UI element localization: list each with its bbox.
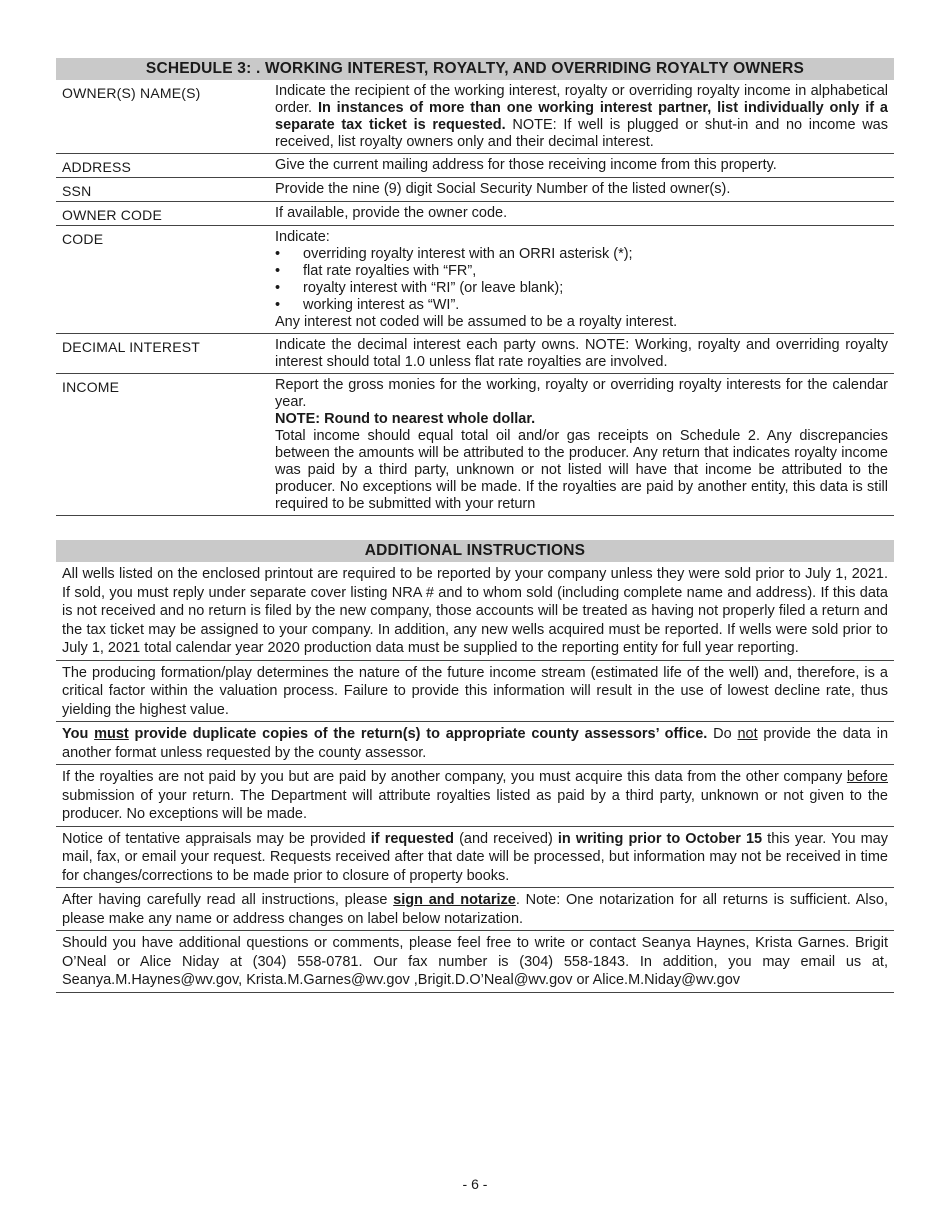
instruction-paragraph: You must provide duplicate copies of the return(s) to appropriate county assessors’ office. Do not provide the data in another format unless requested by the county assessor. xyxy=(56,722,894,765)
row-label: DECIMAL INTEREST xyxy=(62,339,201,355)
row-description: Provide the nine (9) digit Social Security Number of the listed owner(s). xyxy=(275,181,731,197)
list-item: • overriding royalty interest with an ORRI asterisk (*); xyxy=(275,246,888,263)
row-label: CODE xyxy=(62,231,104,247)
row-description xyxy=(275,229,894,331)
contact-paragraph: Should you have additional questions or comments, please feel free to write or contact Seanya Haynes, Krista Garnes. Brigit O’Neal or Alice Niday at (304) 558-0781. Our fax number is (304) 558-1843. In addition, you may email us at, Seanya.M.Haynes@wv.gov, Krista.M.Garnes@wv.gov ,Brigit.D.O’Neal@wv.gov or Alice.M.Niday@wv.gov xyxy=(56,931,894,993)
code-list xyxy=(275,246,888,314)
row-description: Give the current mailing address for those receiving income from this property. xyxy=(275,157,777,173)
document-page xyxy=(56,58,894,993)
row-label: INCOME xyxy=(62,379,120,395)
instruction-paragraph: After having carefully read all instructions, please sign and notarize. Note: One notarization for all returns is sufficient. Also, please make any name or address changes on label below notarization. xyxy=(56,888,894,931)
row-label: SSN xyxy=(62,183,92,199)
row-income xyxy=(56,374,894,516)
instruction-paragraph: All wells listed on the enclosed printout are required to be reported by your company unless they were sold prior to July 1, 2021. If sold, you must reply under separate cover listing NRA # and to whom sold (including complete name and address). If this data is not received and no return is filed by the new company, those accounts will be treated as having not properly filed a return and the tax ticket may be assigned to your company. In addition, any new wells acquired must be reported. If wells were sold prior to July 1, 2021 total calendar year 2020 production data must be supplied to the reporting entity for full year reporting. xyxy=(56,562,894,661)
row-description: If available, provide the owner code. xyxy=(275,205,508,221)
page-number: - 6 - xyxy=(462,1176,488,1192)
list-item: • flat rate royalties with “FR”, xyxy=(275,263,888,280)
row-address xyxy=(56,154,894,178)
row-owner-code xyxy=(56,202,894,226)
code-outro: Any interest not coded will be assumed to be a royalty interest. xyxy=(275,314,678,330)
instruction-paragraph: The producing formation/play determines the nature of the future income stream (estimated life of the well) and, therefore, is a critical factor within the valuation process. Failure to provide this information will result in the use of lowest decline rate, thus yielding the highest value. xyxy=(56,661,894,723)
row-label: ADDRESS xyxy=(62,159,132,175)
instruction-paragraph: If the royalties are not paid by you but are paid by another company, you must acquire this data from the other company before submission of your return. The Department will attribute royalties listed as paid by a third party, unknown or not given to the producer. No exceptions will be made. xyxy=(56,765,894,827)
row-ssn xyxy=(56,178,894,202)
row-label: OWNER(S) NAME(S) xyxy=(62,85,201,101)
row-description: Indicate the decimal interest each party owns. NOTE: Working, royalty and overriding royalty interest should total 1.0 unless flat rate royalties are involved. xyxy=(275,337,888,370)
instruction-paragraph: Notice of tentative appraisals may be provided if requested (and received) in writing prior to October 15 this year. You may mail, fax, or email your request. Requests received after that date will be processed, but information may not be received in time for changes/corrections to be made prior to closure of property books. xyxy=(56,827,894,889)
row-description: Report the gross monies for the working, royalty or overriding royalty interests for the calendar year. NOTE: Round to nearest whole dollar. Total income should equal total oil and/or gas receipts on Schedule 2. Any discrepancies between the amounts will be attributed to the producer. Any return that indicates royalty income was paid by a third party, unknown or not listed will have that income be attributed to the producer. No exceptions will be made. If the royalties are paid by another entity, this data is still required to be submitted with your return xyxy=(275,377,888,512)
code-intro: Indicate: xyxy=(275,229,330,245)
row-decimal-interest xyxy=(56,334,894,374)
row-label: OWNER CODE xyxy=(62,207,162,223)
income-note: NOTE: Round to nearest whole dollar. xyxy=(275,411,536,427)
row-owner-names xyxy=(56,80,894,154)
row-code xyxy=(56,226,894,334)
additional-instructions-header: ADDITIONAL INSTRUCTIONS xyxy=(56,540,894,562)
list-item: • royalty interest with “RI” (or leave blank); xyxy=(275,280,888,297)
schedule-3-header: SCHEDULE 3: . WORKING INTEREST, ROYALTY, AND OVERRIDING ROYALTY OWNERS xyxy=(56,58,894,80)
list-item: • working interest as “WI”. xyxy=(275,297,888,314)
row-description: Indicate the recipient of the working interest, royalty or overriding royalty income in alphabetical order. In instances of more than one working interest partner, list individually only if a separate tax ticket is requested. NOTE: If well is plugged or shut-in and no income was received, list royalty owners only and their decimal interest. xyxy=(275,83,888,150)
